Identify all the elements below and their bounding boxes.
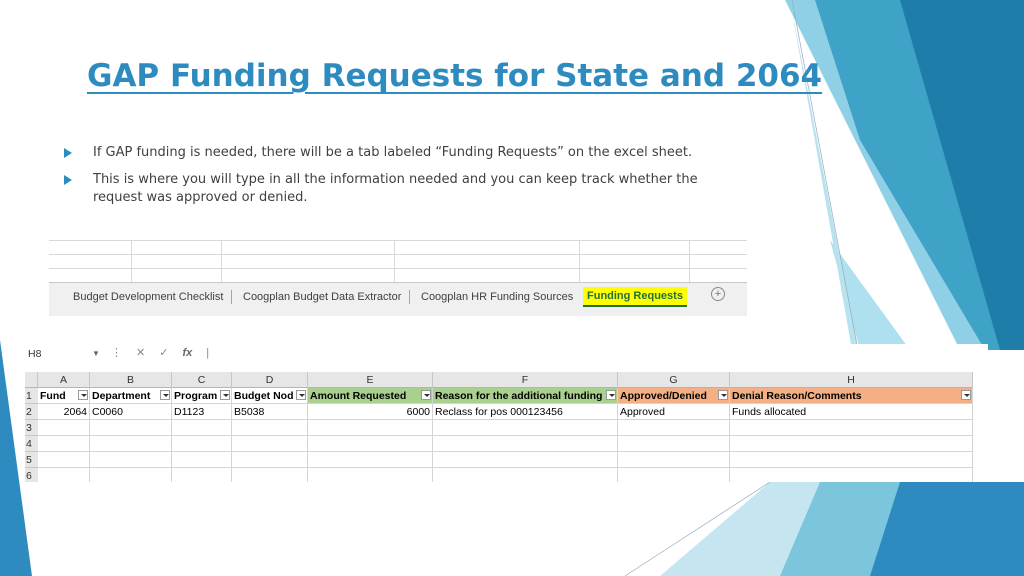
more-icon[interactable]: ⋮ — [111, 347, 122, 359]
empty-cell[interactable] — [38, 436, 90, 452]
column-header-e[interactable]: E — [308, 372, 433, 388]
empty-cell[interactable] — [308, 436, 433, 452]
slide-title: GAP Funding Requests for State and 2064 — [87, 58, 823, 94]
divider-icon: | — [206, 347, 210, 359]
table-cell[interactable]: Funds allocated — [730, 404, 973, 420]
grid-line — [689, 240, 690, 282]
table-cell[interactable]: 2064 — [38, 404, 90, 420]
table-cell[interactable]: C0060 — [90, 404, 172, 420]
filter-dropdown-icon[interactable] — [296, 390, 306, 400]
column-header-f[interactable]: F — [433, 372, 618, 388]
bullet-item — [64, 144, 744, 162]
empty-cell[interactable] — [232, 420, 308, 436]
column-header-b[interactable]: B — [90, 372, 172, 388]
grid-line — [221, 240, 222, 282]
empty-cell[interactable] — [172, 420, 232, 436]
row-header-4[interactable]: 4 — [25, 436, 38, 452]
right-pale-shape — [830, 240, 910, 350]
enter-icon[interactable]: ✓ — [159, 347, 169, 359]
plus-circle-icon[interactable]: + — [711, 287, 725, 301]
table-cell[interactable]: D1123 — [172, 404, 232, 420]
filter-dropdown-icon[interactable] — [160, 390, 170, 400]
tab-funding-requests[interactable]: Funding Requests — [583, 287, 687, 307]
fx-icon[interactable]: fx — [182, 347, 193, 359]
tabs-grid-background — [49, 240, 747, 282]
column-header-d[interactable]: D — [232, 372, 308, 388]
header-cell-approved-denied[interactable]: Approved/Denied — [618, 388, 730, 404]
header-cell-program[interactable]: Program — [172, 388, 232, 404]
table-cell[interactable]: Approved — [618, 404, 730, 420]
grid-line — [49, 268, 747, 269]
table-cell[interactable]: 6000 — [308, 404, 433, 420]
filter-dropdown-icon[interactable] — [606, 390, 616, 400]
filter-dropdown-icon[interactable] — [421, 390, 431, 400]
empty-cell[interactable] — [433, 452, 618, 468]
empty-cell[interactable] — [433, 468, 618, 482]
empty-cell[interactable] — [172, 436, 232, 452]
empty-cell[interactable] — [90, 452, 172, 468]
empty-cell[interactable] — [730, 452, 973, 468]
empty-cell[interactable] — [308, 452, 433, 468]
cancel-icon[interactable]: ✕ — [136, 347, 146, 359]
grid-line — [49, 240, 747, 241]
grid-line — [579, 240, 580, 282]
bullet-text: This is where you will type in all the information needed and you can keep track whether the request was approved or denied. — [93, 172, 698, 205]
table-cell[interactable]: B5038 — [232, 404, 308, 420]
header-cell-budget-node[interactable]: Budget Nod — [232, 388, 308, 404]
column-header-h[interactable]: H — [730, 372, 973, 388]
header-cell-amount-requested[interactable]: Amount Requested — [308, 388, 433, 404]
row-header-1[interactable]: 1 — [25, 388, 38, 404]
empty-cell[interactable] — [90, 420, 172, 436]
empty-cell[interactable] — [308, 468, 433, 482]
empty-cell[interactable] — [90, 436, 172, 452]
header-cell-department[interactable]: Department — [90, 388, 172, 404]
row-header-6[interactable]: 6 — [25, 468, 38, 482]
empty-cell[interactable] — [232, 468, 308, 482]
header-cell-fund[interactable]: Fund — [38, 388, 90, 404]
grid-line — [394, 240, 395, 282]
tab-coogplan-budget-data-extractor[interactable]: Coogplan Budget Data Extractor — [243, 287, 401, 307]
sheet-tab-bar — [49, 282, 747, 316]
select-all-corner[interactable] — [25, 372, 38, 388]
column-header-c[interactable]: C — [172, 372, 232, 388]
row-header-3[interactable]: 3 — [25, 420, 38, 436]
formula-bar-icons — [111, 346, 223, 359]
chevron-down-icon[interactable]: ▼ — [92, 349, 100, 358]
triangle-bullet-icon — [64, 175, 72, 185]
bullet-list — [64, 144, 744, 216]
empty-cell[interactable] — [38, 452, 90, 468]
grid-line — [131, 240, 132, 282]
empty-cell[interactable] — [618, 452, 730, 468]
triangle-bullet-icon — [64, 148, 72, 158]
grid-line — [49, 254, 747, 255]
header-cell-reason[interactable]: Reason for the additional funding — [433, 388, 618, 404]
empty-cell[interactable] — [38, 420, 90, 436]
tab-coogplan-hr-funding-sources[interactable]: Coogplan HR Funding Sources — [421, 291, 574, 303]
filter-dropdown-icon[interactable] — [718, 390, 728, 400]
sheet-tabs-screenshot — [49, 240, 747, 316]
excel-screenshot — [25, 344, 988, 482]
empty-cell[interactable] — [232, 436, 308, 452]
column-header-a[interactable]: A — [38, 372, 90, 388]
filter-dropdown-icon[interactable] — [78, 390, 88, 400]
empty-cell[interactable] — [90, 468, 172, 482]
empty-cell[interactable] — [232, 452, 308, 468]
tab-budget-development-checklist[interactable]: Budget Development Checklist — [73, 287, 223, 307]
empty-cell[interactable] — [730, 420, 973, 436]
empty-cell[interactable] — [618, 420, 730, 436]
bullet-item — [64, 171, 744, 207]
empty-cell[interactable] — [433, 436, 618, 452]
empty-cell[interactable] — [730, 436, 973, 452]
empty-cell[interactable] — [618, 468, 730, 482]
filter-dropdown-icon[interactable] — [961, 390, 971, 400]
empty-cell[interactable] — [308, 420, 433, 436]
formula-bar — [25, 344, 988, 368]
row-header-5[interactable]: 5 — [25, 452, 38, 468]
empty-cell[interactable] — [172, 452, 232, 468]
empty-cell[interactable] — [38, 468, 90, 482]
bullet-text: If GAP funding is needed, there will be a tab labeled “Funding Requests” on the excel sheet. — [93, 145, 693, 160]
empty-cell[interactable] — [172, 468, 232, 482]
empty-cell[interactable] — [618, 436, 730, 452]
empty-cell[interactable] — [730, 468, 973, 482]
row-header-2[interactable]: 2 — [25, 404, 38, 420]
empty-cell[interactable] — [433, 420, 618, 436]
table-cell[interactable]: Reclass for pos 000123456 — [433, 404, 618, 420]
column-header-g[interactable]: G — [618, 372, 730, 388]
name-box[interactable]: H8 — [28, 348, 42, 360]
header-cell-denial-reason[interactable]: Denial Reason/Comments — [730, 388, 973, 404]
filter-dropdown-icon[interactable] — [220, 390, 230, 400]
